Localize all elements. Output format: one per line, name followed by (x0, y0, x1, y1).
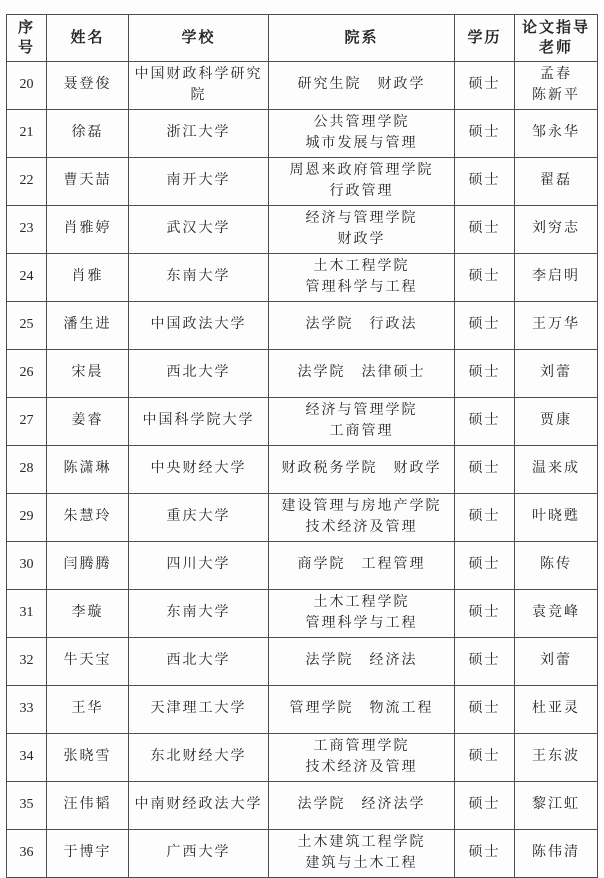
cell-degree: 硕士 (455, 638, 515, 686)
table-row (7, 254, 598, 302)
cell-department: 法学院 法律硕士 (269, 350, 455, 398)
table-row (7, 350, 598, 398)
cell-degree: 硕士 (455, 590, 515, 638)
cell-department: 经济与管理学院 财政学 (269, 206, 455, 254)
cell-index: 23 (7, 206, 47, 254)
cell-name: 徐磊 (47, 110, 129, 158)
cell-department: 商学院 工程管理 (269, 542, 455, 590)
cell-name: 姜睿 (47, 398, 129, 446)
cell-name: 肖雅婷 (47, 206, 129, 254)
cell-index: 34 (7, 734, 47, 782)
advisor-roster-table (6, 14, 598, 878)
table-row (7, 638, 598, 686)
cell-school: 重庆大学 (129, 494, 269, 542)
cell-name: 潘生进 (47, 302, 129, 350)
cell-department: 公共管理学院 城市发展与管理 (269, 110, 455, 158)
cell-advisor: 王万华 (515, 302, 598, 350)
table-row (7, 62, 598, 110)
cell-department: 研究生院 财政学 (269, 62, 455, 110)
table-row (7, 782, 598, 830)
cell-name: 朱慧玲 (47, 494, 129, 542)
header-advisor: 论文指导 老师 (515, 15, 598, 62)
cell-school: 东南大学 (129, 254, 269, 302)
cell-degree: 硕士 (455, 302, 515, 350)
cell-degree: 硕士 (455, 734, 515, 782)
cell-school: 东北财经大学 (129, 734, 269, 782)
cell-advisor: 王东波 (515, 734, 598, 782)
table-row (7, 734, 598, 782)
cell-degree: 硕士 (455, 782, 515, 830)
cell-degree: 硕士 (455, 542, 515, 590)
cell-name: 闫腾腾 (47, 542, 129, 590)
cell-advisor: 刘穷志 (515, 206, 598, 254)
cell-advisor: 袁竞峰 (515, 590, 598, 638)
table-row (7, 302, 598, 350)
cell-department: 法学院 行政法 (269, 302, 455, 350)
table-row (7, 110, 598, 158)
cell-department: 土木工程学院 管理科学与工程 (269, 254, 455, 302)
cell-advisor: 刘蕾 (515, 638, 598, 686)
table-row (7, 158, 598, 206)
cell-degree: 硕士 (455, 350, 515, 398)
header-degree: 学历 (455, 15, 515, 62)
cell-advisor: 陈伟清 (515, 830, 598, 878)
cell-name: 牛天宝 (47, 638, 129, 686)
cell-index: 21 (7, 110, 47, 158)
cell-degree: 硕士 (455, 686, 515, 734)
cell-department: 管理学院 物流工程 (269, 686, 455, 734)
table-row (7, 590, 598, 638)
cell-degree: 硕士 (455, 158, 515, 206)
cell-advisor: 叶晓甦 (515, 494, 598, 542)
cell-degree: 硕士 (455, 254, 515, 302)
table-row (7, 542, 598, 590)
cell-index: 25 (7, 302, 47, 350)
header-department: 院系 (269, 15, 455, 62)
cell-name: 聂登俊 (47, 62, 129, 110)
cell-department: 土木建筑工程学院 建筑与土木工程 (269, 830, 455, 878)
cell-school: 广西大学 (129, 830, 269, 878)
cell-department: 法学院 经济法学 (269, 782, 455, 830)
table-row (7, 206, 598, 254)
cell-name: 张晓雪 (47, 734, 129, 782)
cell-degree: 硕士 (455, 494, 515, 542)
cell-name: 宋晨 (47, 350, 129, 398)
cell-department: 工商管理学院 技术经济及管理 (269, 734, 455, 782)
header-school: 学校 (129, 15, 269, 62)
cell-advisor: 刘蕾 (515, 350, 598, 398)
cell-advisor: 黎江虹 (515, 782, 598, 830)
cell-index: 30 (7, 542, 47, 590)
cell-index: 33 (7, 686, 47, 734)
cell-index: 27 (7, 398, 47, 446)
cell-department: 土木工程学院 管理科学与工程 (269, 590, 455, 638)
cell-index: 20 (7, 62, 47, 110)
cell-advisor: 孟春 陈新平 (515, 62, 598, 110)
cell-index: 26 (7, 350, 47, 398)
cell-index: 22 (7, 158, 47, 206)
header-row (7, 15, 598, 62)
header-index: 序号 (7, 15, 47, 62)
cell-degree: 硕士 (455, 206, 515, 254)
cell-school: 中南财经政法大学 (129, 782, 269, 830)
cell-advisor: 翟磊 (515, 158, 598, 206)
cell-degree: 硕士 (455, 446, 515, 494)
cell-index: 35 (7, 782, 47, 830)
cell-school: 四川大学 (129, 542, 269, 590)
cell-school: 西北大学 (129, 350, 269, 398)
cell-advisor: 温来成 (515, 446, 598, 494)
cell-name: 肖雅 (47, 254, 129, 302)
table-row (7, 830, 598, 878)
cell-school: 南开大学 (129, 158, 269, 206)
cell-school: 武汉大学 (129, 206, 269, 254)
cell-index: 29 (7, 494, 47, 542)
cell-name: 曹天喆 (47, 158, 129, 206)
cell-name: 于博宇 (47, 830, 129, 878)
cell-school: 天津理工大学 (129, 686, 269, 734)
cell-department: 周恩来政府管理学院 行政管理 (269, 158, 455, 206)
cell-name: 李璇 (47, 590, 129, 638)
cell-name: 陈潇琳 (47, 446, 129, 494)
cell-school: 浙江大学 (129, 110, 269, 158)
cell-index: 24 (7, 254, 47, 302)
cell-school: 东南大学 (129, 590, 269, 638)
cell-degree: 硕士 (455, 62, 515, 110)
cell-advisor: 杜亚灵 (515, 686, 598, 734)
cell-advisor: 贾康 (515, 398, 598, 446)
cell-index: 31 (7, 590, 47, 638)
cell-index: 28 (7, 446, 47, 494)
cell-name: 王华 (47, 686, 129, 734)
cell-name: 汪伟韬 (47, 782, 129, 830)
cell-department: 财政税务学院 财政学 (269, 446, 455, 494)
cell-degree: 硕士 (455, 110, 515, 158)
cell-index: 32 (7, 638, 47, 686)
cell-advisor: 李启明 (515, 254, 598, 302)
cell-school: 中央财经大学 (129, 446, 269, 494)
header-name: 姓名 (47, 15, 129, 62)
cell-index: 36 (7, 830, 47, 878)
cell-school: 中国政法大学 (129, 302, 269, 350)
cell-department: 建设管理与房地产学院 技术经济及管理 (269, 494, 455, 542)
table-row (7, 446, 598, 494)
cell-department: 经济与管理学院 工商管理 (269, 398, 455, 446)
cell-school: 中国科学院大学 (129, 398, 269, 446)
table-row (7, 494, 598, 542)
table-row (7, 686, 598, 734)
cell-school: 西北大学 (129, 638, 269, 686)
table-row (7, 398, 598, 446)
cell-advisor: 邹永华 (515, 110, 598, 158)
cell-advisor: 陈传 (515, 542, 598, 590)
cell-department: 法学院 经济法 (269, 638, 455, 686)
cell-degree: 硕士 (455, 830, 515, 878)
cell-school: 中国财政科学研究院 (129, 62, 269, 110)
cell-degree: 硕士 (455, 398, 515, 446)
